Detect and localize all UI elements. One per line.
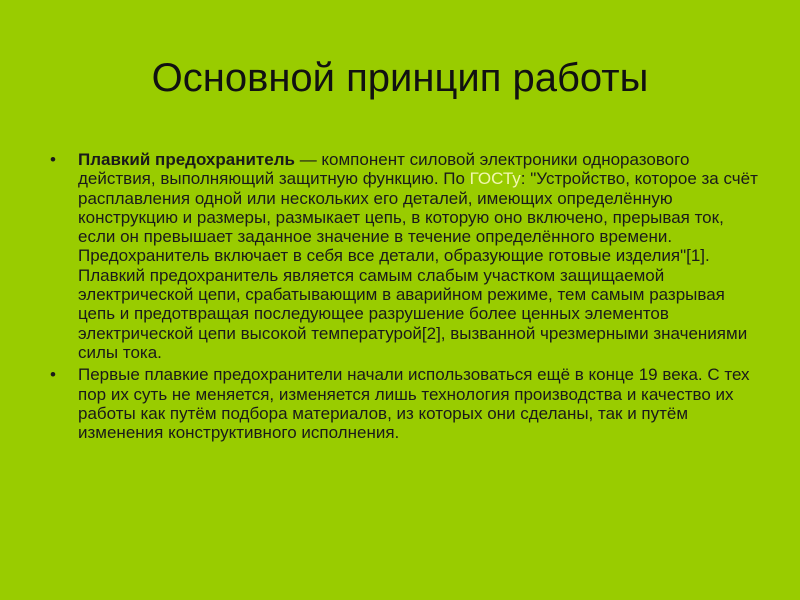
bullet-list: [50, 150, 760, 445]
bullet-item-history: [50, 365, 760, 442]
definition-text-1: — компонент силовой электроники одноразового действия, выполняющий защитную функцию. По: [78, 150, 690, 189]
history-text: Первые плавкие предохранители начали использоваться ещё в конце 19 века. С тех пор их суть не меняется, изменяется лишь технология производства и качество их работы как путём подбора материалов, из которых они сделаны, так и путём изменения конструктивного исполнения.: [78, 365, 750, 443]
electric-circuit-link[interactable]: электрической цепи: [78, 285, 236, 305]
bullet-item-definition: [50, 150, 760, 362]
bullet-marker: •: [50, 150, 56, 169]
slide-title: Основной принцип работы: [151, 56, 649, 100]
bullet-marker: •: [50, 365, 56, 385]
definition-text-2: : "Устройство, которое за счёт расплавления одной или нескольких его деталей, имеющих определённую конструкцию и размеры, размыкает цепь, в которую оно включено, прерывая ток, если он превышает заданное значение в течение определённого времени. Предохранитель включает в себя все детали, образующие готовые изделия"[1]. Плавкий предохранитель является самым слабым участком защищаемой: [78, 169, 758, 285]
definition-text-3: , срабатывающим в аварийном режиме, тем самым разрывая цепь и предотвращая последующее разрушение более ценных элементов электрической цепи высокой: [78, 285, 725, 343]
term-fuse: Плавкий предохранитель: [78, 150, 295, 169]
temperature-link[interactable]: температурой: [311, 323, 422, 343]
definition-text-4: [2], вызванной чрезмерными значениями силы тока.: [78, 323, 748, 362]
gost-link[interactable]: ГОСТу: [469, 169, 521, 189]
